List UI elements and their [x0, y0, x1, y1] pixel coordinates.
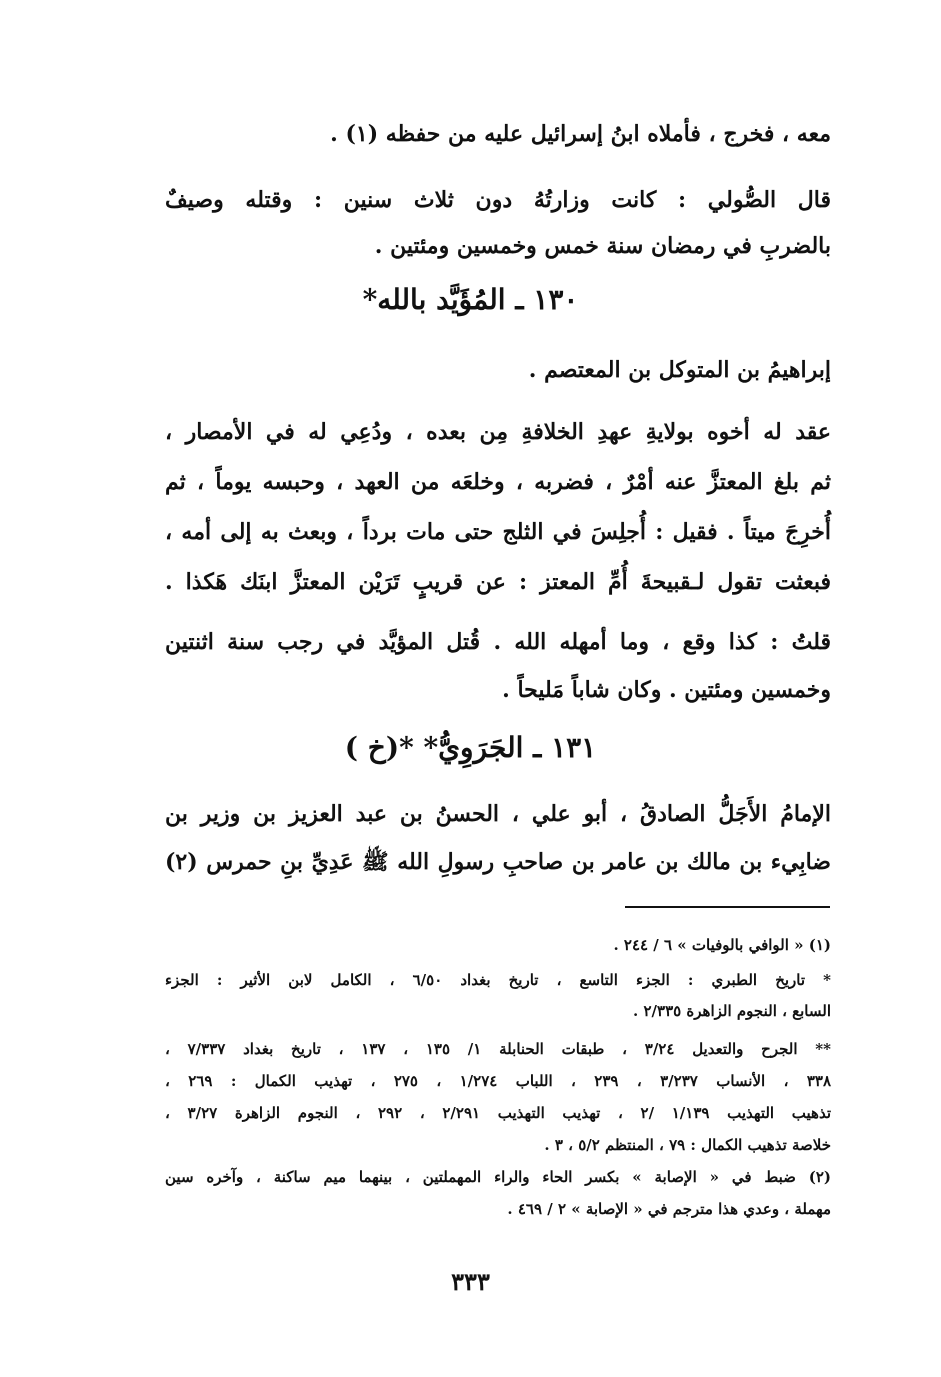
- footnote-line: ** الجرح والتعديل ٣/٢٤ ، طبقات الحنابلة ١/ ١٣٥ ، ١٣٧ ، تاريخ بغداد ٧/٣٣٧ ،: [165, 1040, 831, 1058]
- paragraph-line: أُخرِجَ ميتاً . فقيل : أُجلِسَ في الثلج حتى مات برداً ، وبعث به إلى أمه ،: [165, 519, 831, 545]
- page-number: ٣٣٣: [451, 1267, 490, 1296]
- paragraph-line: عقد له أخوه بولايةِ عهدِ الخلافةِ مِن بعده ، ودُعِي له في الأمصار ،: [165, 419, 831, 445]
- paragraph-line: وخمسين ومئتين . وكان شاباً مَليحاً .: [502, 677, 831, 703]
- footnote-line: ٣٣٨ ، الأنساب ٣/٢٣٧ ، ٢٣٩ ، اللباب ١/٢٧٤ ، ٢٧٥ ، تهذيب الكمال : ٢٦٩ ،: [165, 1072, 831, 1090]
- paragraph-line: ضابِيء بن مالك بن عامر بن صاحبِ رسولِ الله ﷺ عَدِيِّ بنِ حمرس (٢): [165, 849, 831, 875]
- paragraph-line: بالضربِ في رمضان سنة خمس وخمسين ومئتين .: [374, 233, 831, 259]
- footnote-line: تذهيب التهذيب ١/١٣٩ /٢ ، تهذيب التهذيب ٢/٢٩١ ، ٢٩٢ ، النجوم الزاهرة ٣/٢٧ ،: [165, 1104, 831, 1122]
- paragraph-line: الإمامُ الأَجَلُّ الصادقُ ، أبو علي ، الحسنُ بن عبد العزيز بن وزير بن: [165, 801, 831, 827]
- footnote-line: خلاصة تذهيب الكمال : ٧٩ ، المنتظم ٥/٢ ، ٣ .: [544, 1136, 831, 1154]
- footnote-separator: [625, 906, 830, 908]
- footnote-2: (٢) ضبط في « الإصابة » بكسر الحاء والراء المهملتين ، بينهما ميم ساكنة ، وآخره سين: [165, 1168, 831, 1186]
- footnote-line: * تاريخ الطبري : الجزء التاسع ، تاريخ بغداد ٦/٥٠ ، الكامل لابن الأثير : الجزء: [165, 971, 831, 989]
- paragraph-line: ثم بلغ المعتزَّ عنه أمْرٌ ، فضربه ، وخلعَه من العهد ، وحبسه يوماً ، ثم: [165, 469, 831, 495]
- footnote-line: السابع ، النجوم الزاهرة ٢/٣٣٥ .: [633, 1002, 831, 1020]
- paragraph-line: قال الصُّولي : كانت وزارتُهُ دون ثلاث سنين : وقتله وصيفٌ: [165, 187, 831, 213]
- footnote-1: (١) « الوافي بالوفيات » ٦ / ٢٤٤ .: [613, 936, 831, 954]
- entry-heading-131: ١٣١ ـ الجَرَوِيُّ* *(خ ): [344, 731, 597, 764]
- paragraph-line: فبعثت تقول لـقبيحةَ أُمِّ المعتز : عن قريبٍ تَرَيْن المعتزَّ ابنَك هَكذا .: [165, 569, 831, 595]
- footnote-line: مهملة ، وعدي هذا مترجم في « الإصابة » ٢ / ٤٦٩ .: [507, 1200, 831, 1218]
- paragraph-line: قلتُ : كذا وقع ، وما أمهله الله . قُتل المؤيَّد في رجب سنة اثنتين: [165, 629, 831, 655]
- paragraph-line: إبراهيمُ بن المتوكل بن المعتصم .: [528, 357, 831, 383]
- entry-heading-130: ١٣٠ ـ المُؤَيَّد بالله*: [362, 283, 579, 316]
- paragraph-line: معه ، فخرج ، فأملاه ابنُ إسرائيل عليه من حفظه (١) .: [330, 121, 831, 147]
